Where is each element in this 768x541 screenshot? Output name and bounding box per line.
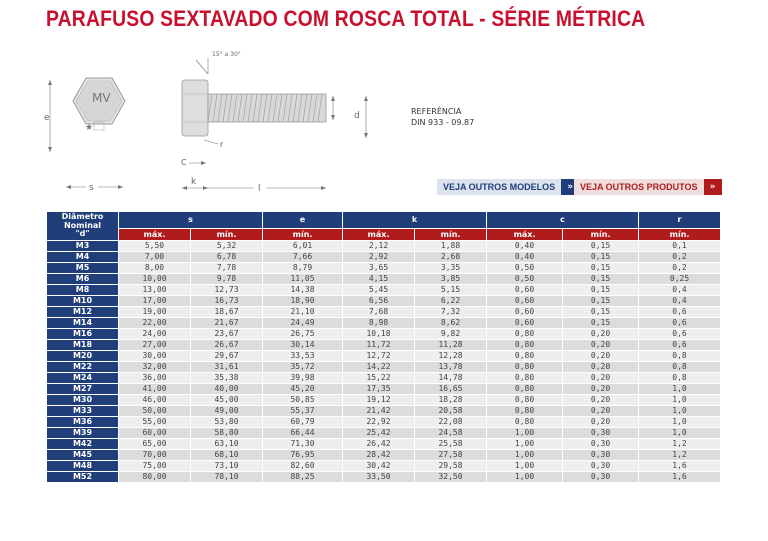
sub-header: máx. — [343, 229, 415, 241]
row-size-label: M3 — [47, 241, 119, 252]
table-cell: 8,00 — [119, 263, 191, 274]
table-cell: 50,00 — [119, 406, 191, 417]
dim-c-label: C — [181, 158, 187, 167]
table-cell: 7,78 — [191, 263, 263, 274]
table-cell: 28,42 — [343, 450, 415, 461]
table-row — [47, 384, 721, 395]
table-cell: 5,45 — [343, 285, 415, 296]
table-row — [47, 472, 721, 483]
table-cell: 20,58 — [415, 406, 487, 417]
table-row — [47, 351, 721, 362]
sub-header: máx. — [119, 229, 191, 241]
bolt-side-view — [181, 51, 368, 194]
table-cell: 14,78 — [415, 373, 487, 384]
table-cell: 58,80 — [191, 428, 263, 439]
table-cell: 6,56 — [343, 296, 415, 307]
table-cell: 10,18 — [343, 329, 415, 340]
sub-header: mín. — [263, 229, 343, 241]
bolt-technical-drawing — [36, 44, 386, 204]
table-cell: 53,80 — [191, 417, 263, 428]
table-cell: 0,80 — [487, 406, 563, 417]
table-row — [47, 439, 721, 450]
table-cell: 4,15 — [343, 274, 415, 285]
row-size-label: M22 — [47, 362, 119, 373]
table-cell: 13,00 — [119, 285, 191, 296]
row-size-label: M4 — [47, 252, 119, 263]
table-cell: 88,25 — [263, 472, 343, 483]
table-cell: 71,30 — [263, 439, 343, 450]
table-cell: 0,20 — [563, 373, 639, 384]
table-cell: 0,15 — [563, 296, 639, 307]
row-size-label: M6 — [47, 274, 119, 285]
table-cell: 22,92 — [343, 417, 415, 428]
dim-r-label: r — [220, 140, 224, 149]
table-cell: 1,00 — [487, 428, 563, 439]
table-cell: 7,00 — [119, 252, 191, 263]
table-cell: 33,53 — [263, 351, 343, 362]
table-cell: 30,42 — [343, 461, 415, 472]
table-cell: 40,00 — [191, 384, 263, 395]
table-cell: 23,67 — [191, 329, 263, 340]
row-size-label: M48 — [47, 461, 119, 472]
table-cell: 11,28 — [415, 340, 487, 351]
table-cell: 26,67 — [191, 340, 263, 351]
table-cell: 0,30 — [563, 461, 639, 472]
reference-block — [411, 106, 474, 128]
table-cell: 12,28 — [415, 351, 487, 362]
table-cell: 50,85 — [263, 395, 343, 406]
group-header-e: e — [263, 212, 343, 229]
table-cell: 63,10 — [191, 439, 263, 450]
table-cell: 17,00 — [119, 296, 191, 307]
table-cell: 0,80 — [487, 362, 563, 373]
dim-l-label: l — [258, 184, 261, 194]
table-cell: 16,73 — [191, 296, 263, 307]
table-cell: 8,79 — [263, 263, 343, 274]
table-cell: 0,8 — [639, 373, 721, 384]
table-row — [47, 340, 721, 351]
table-cell: 0,15 — [563, 285, 639, 296]
dimensions-table — [46, 211, 721, 483]
table-cell: 0,15 — [563, 318, 639, 329]
table-cell: 65,00 — [119, 439, 191, 450]
table-cell: 35,72 — [263, 362, 343, 373]
row-size-label: M52 — [47, 472, 119, 483]
table-cell: 6,22 — [415, 296, 487, 307]
hex-head-view — [44, 78, 125, 193]
table-row — [47, 307, 721, 318]
table-row — [47, 461, 721, 472]
table-cell: 41,00 — [119, 384, 191, 395]
table-cell: 3,65 — [343, 263, 415, 274]
table-cell: 80,00 — [119, 472, 191, 483]
table-cell: 0,30 — [563, 450, 639, 461]
row-size-label: M30 — [47, 395, 119, 406]
row-size-label: M20 — [47, 351, 119, 362]
group-header-c: c — [487, 212, 639, 229]
table-row — [47, 274, 721, 285]
row-size-label: M5 — [47, 263, 119, 274]
table-cell: 24,00 — [119, 329, 191, 340]
sub-header: mín. — [639, 229, 721, 241]
table-cell: 0,20 — [563, 384, 639, 395]
table-cell: 0,2 — [639, 252, 721, 263]
table-row — [47, 318, 721, 329]
table-cell: 18,90 — [263, 296, 343, 307]
table-cell: 0,60 — [487, 285, 563, 296]
table-cell: 55,00 — [119, 417, 191, 428]
table-row — [47, 417, 721, 428]
table-cell: 0,15 — [563, 307, 639, 318]
table-cell: 12,73 — [191, 285, 263, 296]
table-cell: 0,15 — [563, 263, 639, 274]
table-row — [47, 428, 721, 439]
table-cell: 10,00 — [119, 274, 191, 285]
table-cell: 0,50 — [487, 263, 563, 274]
table-cell: 21,67 — [191, 318, 263, 329]
table-cell: 2,12 — [343, 241, 415, 252]
table-cell: 0,60 — [487, 296, 563, 307]
table-cell: 0,60 — [487, 307, 563, 318]
row-size-label: M45 — [47, 450, 119, 461]
table-cell: 1,0 — [639, 428, 721, 439]
table-cell: 0,8 — [639, 351, 721, 362]
table-cell: 0,4 — [639, 296, 721, 307]
row-size-label: M10 — [47, 296, 119, 307]
table-cell: 0,80 — [487, 340, 563, 351]
sub-header: mín. — [415, 229, 487, 241]
table-row — [47, 406, 721, 417]
table-cell: 1,0 — [639, 417, 721, 428]
table-cell: 49,00 — [191, 406, 263, 417]
table-cell: 1,00 — [487, 461, 563, 472]
table-cell: 19,00 — [119, 307, 191, 318]
table-cell: 29,58 — [415, 461, 487, 472]
dim-s-label: s — [89, 183, 94, 193]
table-cell: 0,80 — [487, 351, 563, 362]
table-cell: 16,65 — [415, 384, 487, 395]
table-cell: 1,88 — [415, 241, 487, 252]
table-cell: 66,44 — [263, 428, 343, 439]
table-cell: 1,2 — [639, 439, 721, 450]
table-cell: 0,20 — [563, 351, 639, 362]
table-cell: 0,30 — [563, 472, 639, 483]
table-cell: 33,50 — [343, 472, 415, 483]
table-row — [47, 241, 721, 252]
group-header-r: r — [639, 212, 721, 229]
diameter-header: Diâmetro Nominal "d" — [47, 212, 119, 241]
table-cell: 6,01 — [263, 241, 343, 252]
table-cell: 11,05 — [263, 274, 343, 285]
table-cell: 26,75 — [263, 329, 343, 340]
table-cell: 3,85 — [415, 274, 487, 285]
table-cell: 9,82 — [415, 329, 487, 340]
table-cell: 14,38 — [263, 285, 343, 296]
table-cell: 15,22 — [343, 373, 415, 384]
table-cell: 24,49 — [263, 318, 343, 329]
dim-d-label: d — [354, 111, 360, 121]
table-cell: 26,42 — [343, 439, 415, 450]
table-cell: 9,78 — [191, 274, 263, 285]
row-size-label: M24 — [47, 373, 119, 384]
table-cell: 46,00 — [119, 395, 191, 406]
row-size-label: M18 — [47, 340, 119, 351]
table-cell: 0,2 — [639, 263, 721, 274]
table-cell: 21,10 — [263, 307, 343, 318]
table-cell: 1,00 — [487, 472, 563, 483]
table-row — [47, 450, 721, 461]
reference-label: REFERÊNCIA — [411, 107, 462, 116]
table-cell: 0,20 — [563, 395, 639, 406]
row-size-label: M33 — [47, 406, 119, 417]
table-cell: 2,68 — [415, 252, 487, 263]
double-chevron-right-icon[interactable]: » — [704, 179, 722, 195]
table-cell: 1,2 — [639, 450, 721, 461]
table-row — [47, 329, 721, 340]
table-cell: 0,80 — [487, 395, 563, 406]
table-cell: 0,60 — [487, 318, 563, 329]
table-cell: 1,00 — [487, 450, 563, 461]
table-cell: 0,6 — [639, 340, 721, 351]
table-cell: 0,40 — [487, 241, 563, 252]
row-size-label: M16 — [47, 329, 119, 340]
table-cell: 0,80 — [487, 417, 563, 428]
table-cell: 5,32 — [191, 241, 263, 252]
table-cell: 60,79 — [263, 417, 343, 428]
angle-label: 15° a 30° — [212, 51, 241, 58]
table-cell: 14,22 — [343, 362, 415, 373]
table-cell: 70,00 — [119, 450, 191, 461]
table-cell: 19,12 — [343, 395, 415, 406]
table-cell: 0,20 — [563, 417, 639, 428]
table-cell: 0,30 — [563, 439, 639, 450]
dim-k-label: k — [191, 177, 197, 187]
table-cell: 3,35 — [415, 263, 487, 274]
table-cell: 36,00 — [119, 373, 191, 384]
table-cell: 0,20 — [563, 329, 639, 340]
table-cell: 22,08 — [415, 417, 487, 428]
table-cell: 6,78 — [191, 252, 263, 263]
table-cell: 0,15 — [563, 274, 639, 285]
table-cell: 0,50 — [487, 274, 563, 285]
row-size-label: M39 — [47, 428, 119, 439]
table-cell: 35,38 — [191, 373, 263, 384]
table-row — [47, 263, 721, 274]
table-cell: 29,67 — [191, 351, 263, 362]
table-cell: 5,50 — [119, 241, 191, 252]
table-cell: 0,4 — [639, 285, 721, 296]
table-row — [47, 373, 721, 384]
table-cell: 1,6 — [639, 461, 721, 472]
table-cell: 8,98 — [343, 318, 415, 329]
table-cell: 0,15 — [563, 241, 639, 252]
table-cell: 0,80 — [487, 373, 563, 384]
table-cell: 1,6 — [639, 472, 721, 483]
svg-text:★: ★ — [85, 123, 94, 133]
table-cell: 0,40 — [487, 252, 563, 263]
row-size-label: M36 — [47, 417, 119, 428]
table-body — [47, 241, 721, 483]
table-cell: 0,6 — [639, 307, 721, 318]
table-cell: 73,10 — [191, 461, 263, 472]
group-header-s: s — [119, 212, 263, 229]
table-cell: 22,00 — [119, 318, 191, 329]
table-row — [47, 285, 721, 296]
table-cell: 21,42 — [343, 406, 415, 417]
table-cell: 0,20 — [563, 406, 639, 417]
group-header-k: k — [343, 212, 487, 229]
table-cell: 27,58 — [415, 450, 487, 461]
see-other-models-button[interactable] — [437, 179, 579, 195]
table-cell: 1,0 — [639, 395, 721, 406]
see-other-models-label[interactable]: VEJA OUTROS MODELOS — [437, 179, 561, 195]
table-cell: 1,0 — [639, 384, 721, 395]
table-cell: 45,00 — [191, 395, 263, 406]
table-cell: 60,00 — [119, 428, 191, 439]
table-row — [47, 252, 721, 263]
row-size-label: M14 — [47, 318, 119, 329]
row-size-label: M12 — [47, 307, 119, 318]
table-cell: 0,20 — [563, 340, 639, 351]
table-cell: 0,20 — [563, 362, 639, 373]
table-cell: 2,92 — [343, 252, 415, 263]
row-size-label: M8 — [47, 285, 119, 296]
table-cell: 25,42 — [343, 428, 415, 439]
sub-header: mín. — [563, 229, 639, 241]
table-cell: 1,0 — [639, 406, 721, 417]
table-cell: 12,72 — [343, 351, 415, 362]
table-cell: 76,95 — [263, 450, 343, 461]
table-cell: 0,8 — [639, 362, 721, 373]
table-cell: 68,10 — [191, 450, 263, 461]
row-size-label: M27 — [47, 384, 119, 395]
table-cell: 55,37 — [263, 406, 343, 417]
table-cell: 30,14 — [263, 340, 343, 351]
dim-e-label: e — [44, 113, 50, 123]
table-cell: 0,80 — [487, 329, 563, 340]
table-cell: 27,00 — [119, 340, 191, 351]
table-cell: 13,78 — [415, 362, 487, 373]
table-cell: 11,72 — [343, 340, 415, 351]
table-cell: 0,15 — [563, 252, 639, 263]
table-cell: 18,67 — [191, 307, 263, 318]
sub-header: mín. — [191, 229, 263, 241]
see-other-products-label[interactable]: VEJA OUTROS PRODUTOS — [574, 179, 704, 195]
reference-standard: DIN 933 - 09.87 — [411, 118, 475, 127]
table-row — [47, 395, 721, 406]
table-cell: 0,6 — [639, 318, 721, 329]
table-cell: 78,10 — [191, 472, 263, 483]
table-cell: 0,1 — [639, 241, 721, 252]
table-cell: 82,60 — [263, 461, 343, 472]
table-cell: 0,6 — [639, 329, 721, 340]
table-cell: 31,61 — [191, 362, 263, 373]
table-cell: 0,80 — [487, 384, 563, 395]
head-marking: MV — [92, 91, 111, 105]
table-cell: 7,66 — [263, 252, 343, 263]
see-other-products-button[interactable] — [574, 179, 722, 195]
page-title: PARAFUSO SEXTAVADO COM ROSCA TOTAL - SÉRIE MÉTRICA — [46, 6, 646, 31]
table-cell: 32,00 — [119, 362, 191, 373]
table-row — [47, 362, 721, 373]
table-cell: 0,30 — [563, 428, 639, 439]
table-cell: 25,58 — [415, 439, 487, 450]
table-cell: 7,32 — [415, 307, 487, 318]
table-cell: 0,25 — [639, 274, 721, 285]
table-cell: 30,00 — [119, 351, 191, 362]
table-cell: 45,20 — [263, 384, 343, 395]
table-cell: 75,00 — [119, 461, 191, 472]
table-cell: 39,98 — [263, 373, 343, 384]
table-cell: 18,28 — [415, 395, 487, 406]
table-cell: 1,00 — [487, 439, 563, 450]
table-cell: 7,68 — [343, 307, 415, 318]
table-cell: 5,15 — [415, 285, 487, 296]
table-cell: 8,62 — [415, 318, 487, 329]
table-cell: 24,58 — [415, 428, 487, 439]
table-cell: 17,35 — [343, 384, 415, 395]
table-row — [47, 296, 721, 307]
double-chevron-right-icon[interactable]: » — [561, 179, 579, 195]
sub-header: máx. — [487, 229, 563, 241]
row-size-label: M42 — [47, 439, 119, 450]
table-cell: 32,50 — [415, 472, 487, 483]
